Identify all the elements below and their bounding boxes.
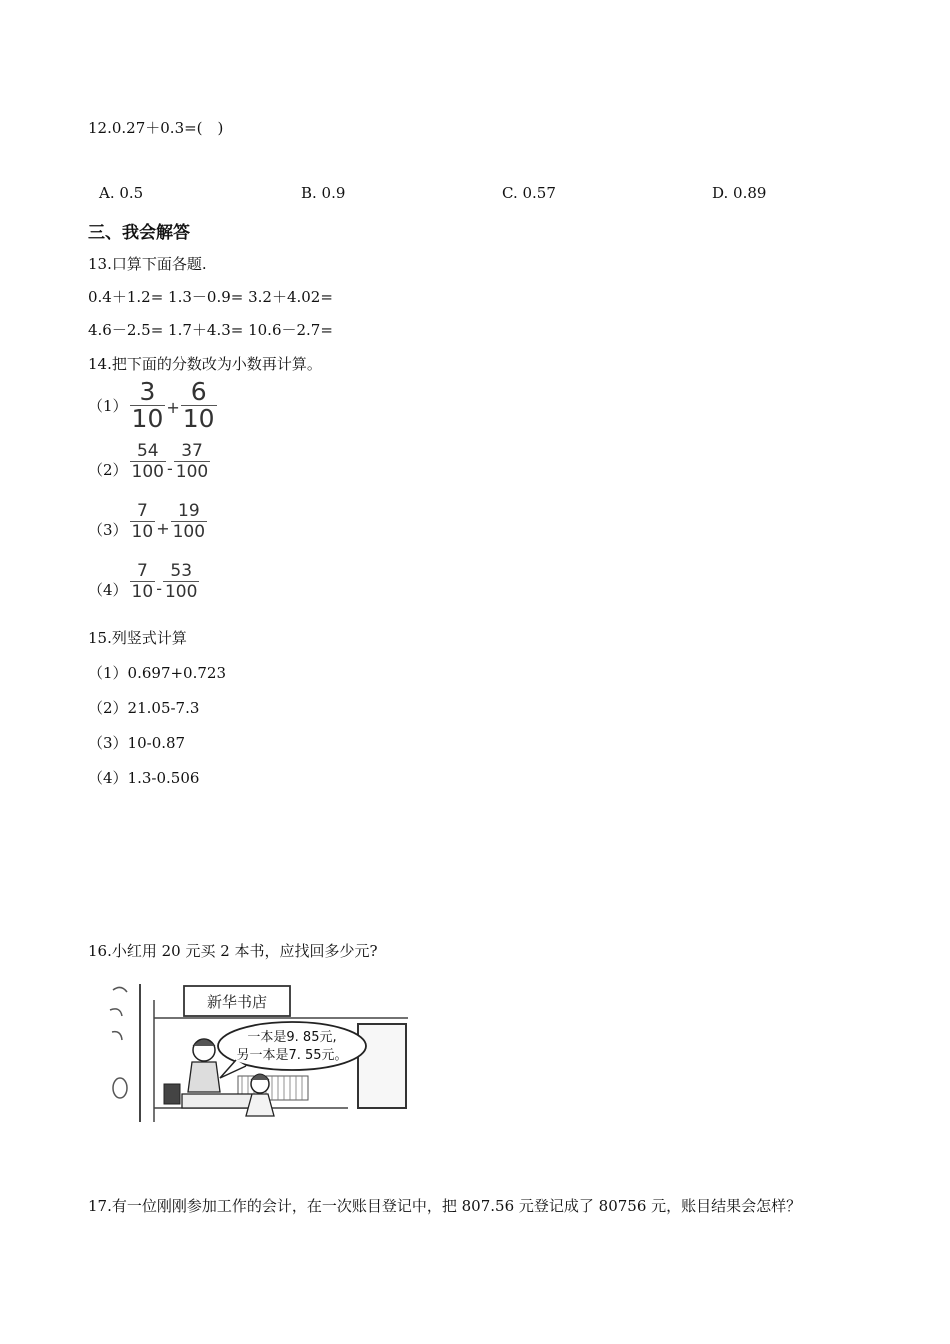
item-label: （4） (88, 581, 128, 599)
q15-stem: 15.列竖式计算 (88, 629, 187, 647)
q14-item-2 (88, 442, 210, 481)
fraction: $\frac{7}{10}$ (131, 501, 154, 542)
operator: + (156, 519, 170, 538)
q14-item-4 (88, 562, 199, 601)
fraction: $\frac{37}{100}$ (175, 441, 209, 482)
fraction: $\frac{19}{100}$ (172, 501, 206, 542)
operator: - (167, 459, 173, 478)
bubble-line-1: 一本是9. 85元, (247, 1030, 337, 1045)
operator: - (156, 579, 162, 598)
fraction: $\frac{54}{100}$ (131, 441, 164, 482)
operator: + (166, 398, 180, 417)
q15-item-4: （4）1.3-0.506 (88, 769, 200, 787)
item-label: （2） (88, 461, 128, 479)
q12-option-a: A. 0.5 (99, 184, 144, 202)
q13-row-2: 4.6－2.5= 1.7＋4.3= 10.6－2.7= (88, 321, 333, 339)
q15-item-3: （3）10-0.87 (88, 734, 186, 752)
q14-item-1 (88, 377, 217, 433)
bookstore-sign: 新华书店 (206, 993, 268, 1011)
q12-option-c: C. 0.57 (502, 184, 556, 202)
q12-stem: 12.0.27＋0.3=( ) (88, 119, 224, 137)
bookstore-illustration (108, 980, 408, 1132)
item-label: （3） (88, 521, 128, 539)
item-label: （1） (88, 397, 128, 415)
section-heading: 三、我会解答 (88, 223, 190, 243)
fraction: $\frac{6}{10}$ (182, 377, 215, 433)
fraction: $\frac{7}{10}$ (131, 561, 154, 602)
fraction: $\frac{53}{100}$ (164, 561, 198, 602)
q13-stem: 13.口算下面各题. (88, 255, 207, 273)
q15-item-1: （1）0.697+0.723 (88, 664, 226, 682)
q12-option-b: B. 0.9 (301, 184, 346, 202)
q14-stem: 14.把下面的分数改为小数再计算。 (88, 355, 322, 373)
q15-item-2: （2）21.05-7.3 (88, 699, 200, 717)
q14-item-3 (88, 502, 207, 541)
bubble-line-2: 另一本是7. 55元。 (236, 1048, 348, 1063)
q16-stem: 16.小红用 20 元买 2 本书，应找回多少元? (88, 942, 378, 960)
fraction: $\frac{3}{10}$ (131, 377, 164, 433)
q12-option-d: D. 0.89 (712, 184, 767, 202)
q17-stem: 17.有一位刚刚参加工作的会计，在一次账目登记中，把 807.56 元登记成了 80756 元，账目结果会怎样？ (88, 1197, 802, 1215)
q13-row-1: 0.4＋1.2= 1.3－0.9= 3.2＋4.02= (88, 288, 333, 306)
